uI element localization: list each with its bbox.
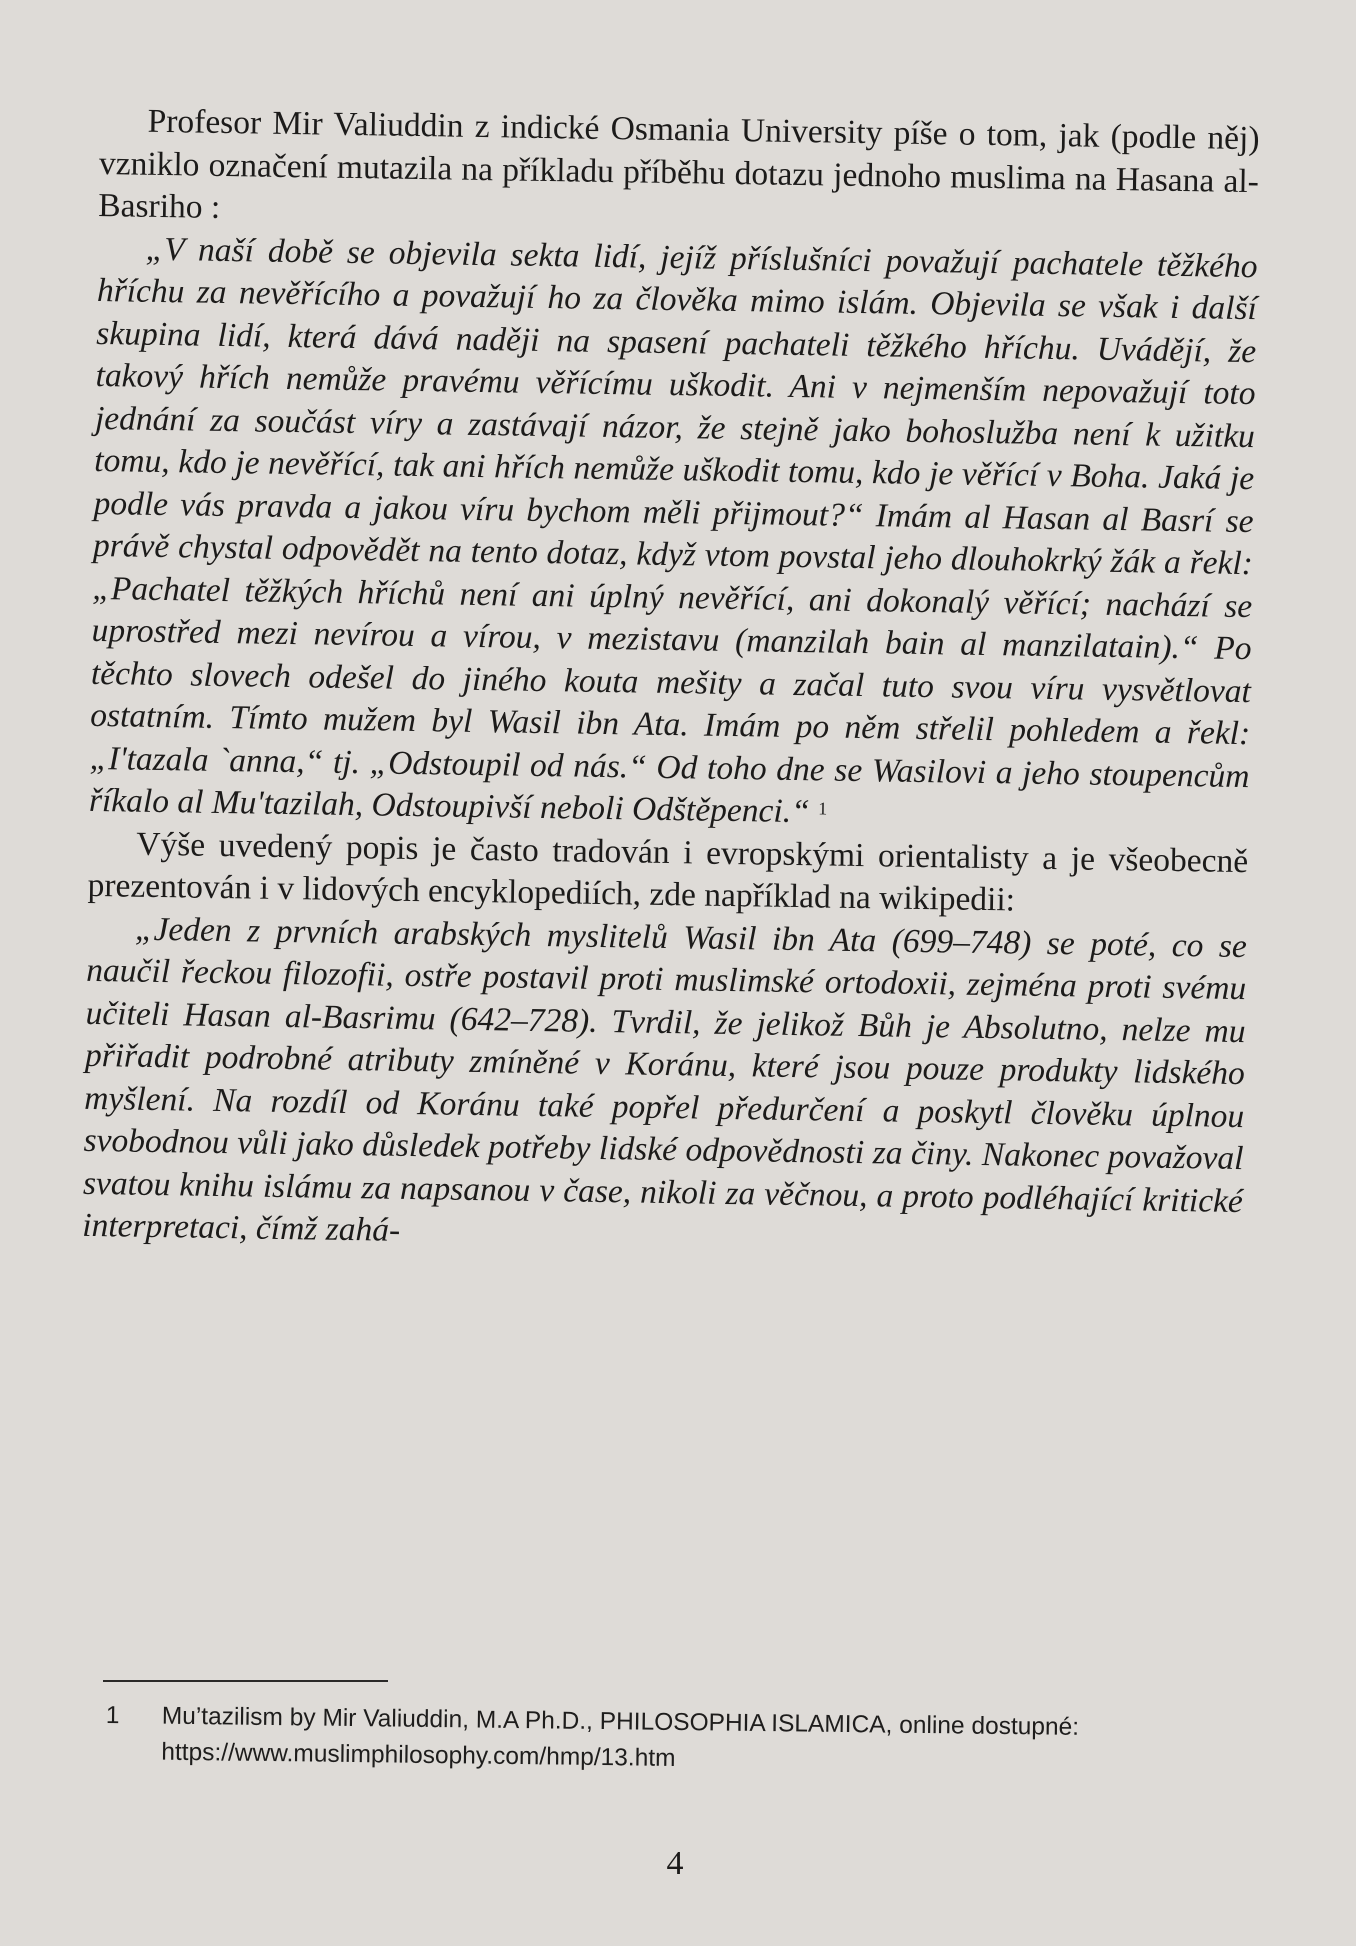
main-text	[82, 100, 1260, 1266]
paragraph-quote-valiuddin-text: „V naší době se objevila sekta lidí, jejíž příslušníci považují pachatele těžkého hříchu za nevěřícího a považují ho za člověka mimo islám. Objevila se však i další skupina lidí, která dává naději na spasení pachateli těžkého hříchu. Uvádějí, že takový hřích nemůže pravému věřícímu uškodit. Ani v nejmenším nepovažují toto jednání za součást víry a zastávají názor, že stejně jako bohoslužba není k užitku tomu, kdo je nevěřící, tak ani hřích nemůže uškodit tomu, kdo je věřící v Boha. Jaká je podle vás pravda a jakou víru bychom měli přijmout?“ Imám al Hasan al Basrí se právě chystal odpovědět na tento dotaz, když vtom povstal jeho dlouhokrký žák a řekl: „Pachatel těžkých hříchů není ani úplný nevěřící, ani dokonalý věřící; nachází se uprostřed mezi nevírou a vírou, v mezistavu (manzilah bain al manzilatain).“ Po těchto slovech odešel do jiného kouta mešity a začal tuto svou víru vysvětlovat ostatním. Tímto mužem byl Wasil ibn Ata. Imám po něm střelil pohledem a řekl: „I'tazala `anna,“ tj. „Odstoupil od nás.“ Od toho dne se Wasilovi a jeho stoupencům říkalo al Mu'tazilah, Odstoupivší neboli Odštěpenci.“	[88, 230, 1258, 831]
paragraph-intro	[98, 100, 1260, 246]
paragraph-quote-wikipedia-text: „Jeden z prvních arabských myslitelů Wasil ibn Ata (699–748) se poté, co se naučil řeckou filozofii, ostře postavil proti muslimské ortodoxii, zejména proti svému učiteli Hasan al-Basrimu (642–728). Tvrdil, že jelikož Bůh je Absolutno, nelze mu přiřadit podrobné atributy zmíněné v Koránu, které jsou pouze produkty lidského myšlení. Na rozdíl od Koránu také popřel předurčení a poskytl člověku úplnou svobodnou vůli jako důsledek potřeby lidské odpovědnosti za činy. Nakonec považoval svatou knihu islámu za napsanou v čase, nikoli za věčnou, a proto podléhající kritické interpretaci, čímž zahá-	[82, 910, 1248, 1249]
paragraph-quote-valiuddin	[89, 227, 1258, 840]
footnote	[105, 1698, 1266, 1784]
paragraph-orientalists-text: Výše uvedený popis je často tradován i evropskými orientalisty a je všeobecně prezentován i v lidových encyklopediích, zde například na wikipedii:	[87, 825, 1249, 919]
footnote-reference: 1	[818, 798, 828, 819]
footnote-divider	[103, 1680, 388, 1682]
paragraph-quote-wikipedia	[82, 907, 1247, 1265]
page-number: 4	[666, 1845, 684, 1882]
footnote-text: Mu’tazilism by Mir Valiuddin, M.A Ph.D., PHILOSOPHIA ISLAMICA, online dostupné: https://www.muslimphilosophy.com/hmp/13.htm	[161, 1702, 1080, 1772]
footnote-number: 1	[105, 1701, 120, 1730]
paragraph-intro-text: Profesor Mir Valiuddin z indické Osmania University píše o tom, jak (podle něj) vzniklo označení mutazila na příkladu příběhu dotazu jednoho muslima na Hasana al-Basriho :	[98, 102, 1260, 226]
